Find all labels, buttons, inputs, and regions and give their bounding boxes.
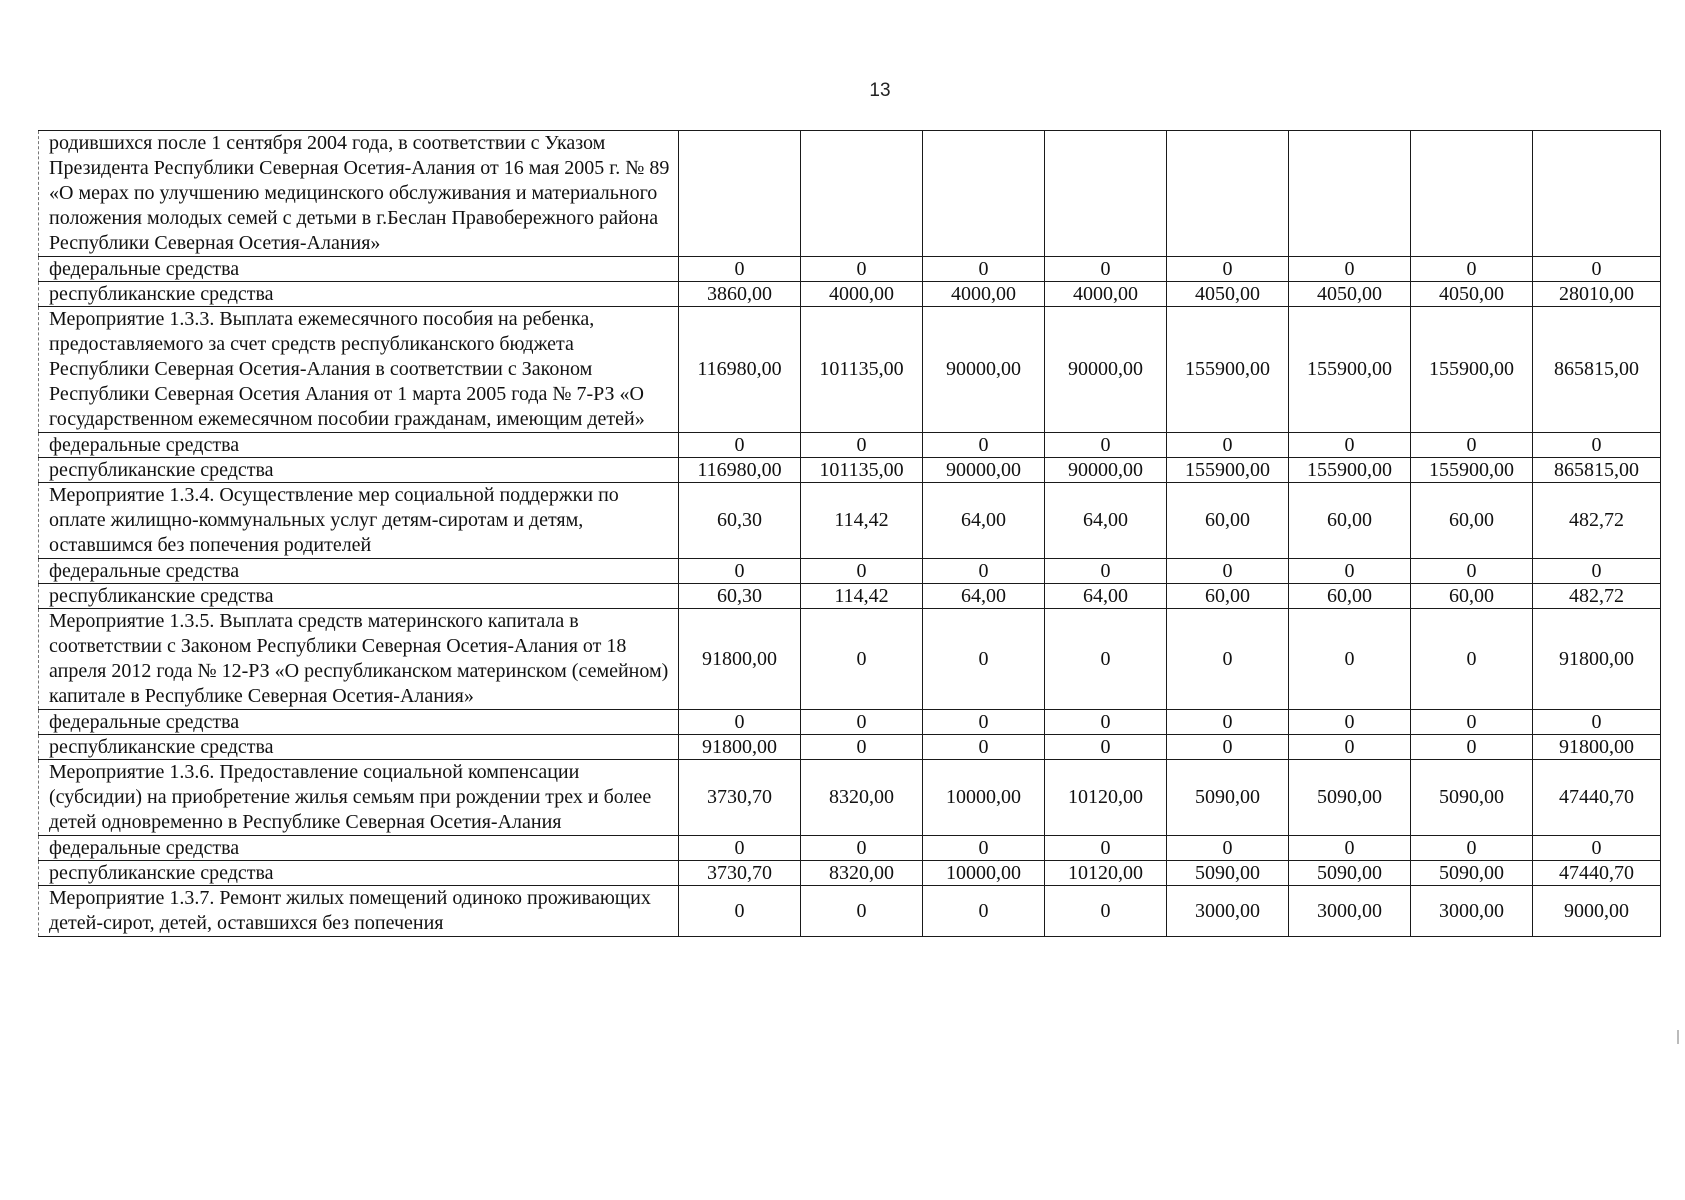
total-value-cell: 865815,00 <box>1533 458 1661 483</box>
funding-source-row <box>39 584 1661 609</box>
year-value-cell: 0 <box>1289 433 1411 458</box>
scan-edge-mark <box>1677 1030 1679 1044</box>
total-value-cell: 0 <box>1533 559 1661 584</box>
total-value-cell: 865815,00 <box>1533 307 1661 433</box>
year-value-cell: 4050,00 <box>1167 282 1289 307</box>
year-value-cell: 0 <box>923 710 1045 735</box>
year-value-cell: 0 <box>801 559 923 584</box>
year-value-cell: 60,30 <box>679 584 801 609</box>
year-value-cell: 10000,00 <box>923 861 1045 886</box>
year-value-cell: 90000,00 <box>1045 458 1167 483</box>
year-value-cell: 4000,00 <box>1045 282 1167 307</box>
funding-source-cell: республиканские средства <box>39 584 679 609</box>
year-value-cell: 5090,00 <box>1411 861 1533 886</box>
funding-source-row <box>39 735 1661 760</box>
year-value-cell: 114,42 <box>801 483 923 559</box>
year-value-cell: 0 <box>1045 609 1167 710</box>
year-value-cell: 10120,00 <box>1045 760 1167 836</box>
total-value-cell: 0 <box>1533 433 1661 458</box>
year-value-cell: 0 <box>923 886 1045 937</box>
year-value-cell: 0 <box>923 836 1045 861</box>
year-value-cell: 0 <box>1411 559 1533 584</box>
year-value-cell: 114,42 <box>801 584 923 609</box>
year-value-cell: 0 <box>1411 710 1533 735</box>
activity-description-cell: Мероприятие 1.3.5. Выплата средств материнского капитала в соответствии с Законом Республики Северная Осетия-Алания от 18 апреля 2012 года № 12-РЗ «О республиканском материнском (семейном) капитале в Республике Северная Осетия-Алания» <box>39 609 679 710</box>
year-value-cell: 0 <box>1167 433 1289 458</box>
year-value-cell: 0 <box>1411 257 1533 282</box>
year-value-cell: 91800,00 <box>679 609 801 710</box>
funding-source-cell: республиканские средства <box>39 735 679 760</box>
year-value-cell: 155900,00 <box>1167 458 1289 483</box>
total-value-cell <box>1533 131 1661 257</box>
year-value-cell: 116980,00 <box>679 458 801 483</box>
activity-row <box>39 886 1661 937</box>
year-value-cell: 0 <box>1167 836 1289 861</box>
year-value-cell: 0 <box>1411 836 1533 861</box>
year-value-cell: 155900,00 <box>1411 307 1533 433</box>
activity-description-cell: Мероприятие 1.3.7. Ремонт жилых помещений одиноко проживающих детей-сирот, детей, оставшихся без попечения <box>39 886 679 937</box>
activity-description-cell: Мероприятие 1.3.3. Выплата ежемесячного пособия на ребенка, предоставляемого за счет средств республиканского бюджета Республики Северная Осетия-Алания в соответствии с Законом Республики Северная Осетия Алания от 1 марта 2005 года № 7-РЗ «О государственном ежемесячном пособии гражданам, имеющим детей» <box>39 307 679 433</box>
year-value-cell: 0 <box>923 609 1045 710</box>
year-value-cell <box>1167 131 1289 257</box>
year-value-cell: 64,00 <box>1045 584 1167 609</box>
year-value-cell: 60,00 <box>1289 584 1411 609</box>
total-value-cell: 482,72 <box>1533 483 1661 559</box>
year-value-cell: 0 <box>1045 735 1167 760</box>
activity-description-cell: Мероприятие 1.3.4. Осуществление мер социальной поддержки по оплате жилищно-коммунальных услуг детям-сиротам и детям, оставшимся без попечения родителей <box>39 483 679 559</box>
activity-description-cell: родившихся после 1 сентября 2004 года, в соответствии с Указом Президента Республики Северная Осетия-Алания от 16 мая 2005 г. № 89 «О мерах по улучшению медицинского обслуживания и материального положения молодых семей с детьми в г.Беслан Правобережного района Республики Северная Осетия-Алания» <box>39 131 679 257</box>
table-body <box>39 131 1661 937</box>
funding-source-row <box>39 257 1661 282</box>
year-value-cell: 90000,00 <box>1045 307 1167 433</box>
year-value-cell: 90000,00 <box>923 458 1045 483</box>
year-value-cell: 116980,00 <box>679 307 801 433</box>
year-value-cell: 3860,00 <box>679 282 801 307</box>
activity-row <box>39 307 1661 433</box>
total-value-cell: 0 <box>1533 257 1661 282</box>
year-value-cell: 5090,00 <box>1411 760 1533 836</box>
funding-source-row <box>39 433 1661 458</box>
year-value-cell: 155900,00 <box>1167 307 1289 433</box>
year-value-cell: 5090,00 <box>1167 861 1289 886</box>
year-value-cell: 0 <box>1411 609 1533 710</box>
activity-description-cell: Мероприятие 1.3.6. Предоставление социальной компенсации (субсидии) на приобретение жилья семьям при рождении трех и более детей одновременно в Республике Северная Осетия-Алания <box>39 760 679 836</box>
year-value-cell: 60,00 <box>1289 483 1411 559</box>
year-value-cell: 3000,00 <box>1289 886 1411 937</box>
year-value-cell: 0 <box>801 433 923 458</box>
year-value-cell: 5090,00 <box>1167 760 1289 836</box>
funding-source-cell: республиканские средства <box>39 861 679 886</box>
year-value-cell: 10120,00 <box>1045 861 1167 886</box>
year-value-cell: 0 <box>679 559 801 584</box>
year-value-cell: 0 <box>1045 836 1167 861</box>
page-number: 13 <box>869 80 891 101</box>
year-value-cell: 0 <box>679 433 801 458</box>
total-value-cell: 91800,00 <box>1533 609 1661 710</box>
year-value-cell: 0 <box>1167 257 1289 282</box>
funding-source-cell: федеральные средства <box>39 559 679 584</box>
year-value-cell: 3730,70 <box>679 861 801 886</box>
year-value-cell <box>1289 131 1411 257</box>
year-value-cell: 64,00 <box>923 483 1045 559</box>
year-value-cell: 0 <box>1289 836 1411 861</box>
activity-row <box>39 131 1661 257</box>
year-value-cell: 0 <box>679 836 801 861</box>
funding-source-row <box>39 458 1661 483</box>
year-value-cell: 0 <box>923 735 1045 760</box>
year-value-cell: 0 <box>923 257 1045 282</box>
year-value-cell: 0 <box>1289 609 1411 710</box>
year-value-cell: 0 <box>923 559 1045 584</box>
program-funding-table-container <box>38 130 1660 937</box>
funding-source-row <box>39 282 1661 307</box>
total-value-cell: 482,72 <box>1533 584 1661 609</box>
total-value-cell: 0 <box>1533 710 1661 735</box>
year-value-cell: 3000,00 <box>1411 886 1533 937</box>
year-value-cell: 0 <box>1167 559 1289 584</box>
year-value-cell: 101135,00 <box>801 307 923 433</box>
year-value-cell: 0 <box>801 735 923 760</box>
funding-source-row <box>39 861 1661 886</box>
funding-source-cell: республиканские средства <box>39 458 679 483</box>
year-value-cell: 0 <box>679 257 801 282</box>
funding-source-cell: федеральные средства <box>39 433 679 458</box>
year-value-cell: 5090,00 <box>1289 861 1411 886</box>
year-value-cell <box>801 131 923 257</box>
year-value-cell <box>1411 131 1533 257</box>
activity-row <box>39 483 1661 559</box>
year-value-cell: 60,00 <box>1411 584 1533 609</box>
total-value-cell: 9000,00 <box>1533 886 1661 937</box>
year-value-cell: 8320,00 <box>801 760 923 836</box>
year-value-cell: 0 <box>1167 609 1289 710</box>
year-value-cell: 10000,00 <box>923 760 1045 836</box>
total-value-cell: 0 <box>1533 836 1661 861</box>
year-value-cell: 0 <box>1045 559 1167 584</box>
year-value-cell: 0 <box>1289 710 1411 735</box>
year-value-cell: 0 <box>1289 559 1411 584</box>
funding-source-row <box>39 559 1661 584</box>
year-value-cell: 8320,00 <box>801 861 923 886</box>
activity-row <box>39 760 1661 836</box>
year-value-cell: 91800,00 <box>679 735 801 760</box>
year-value-cell: 60,00 <box>1411 483 1533 559</box>
year-value-cell: 3730,70 <box>679 760 801 836</box>
year-value-cell: 60,30 <box>679 483 801 559</box>
total-value-cell: 47440,70 <box>1533 861 1661 886</box>
year-value-cell <box>923 131 1045 257</box>
year-value-cell: 5090,00 <box>1289 760 1411 836</box>
total-value-cell: 28010,00 <box>1533 282 1661 307</box>
year-value-cell: 0 <box>1167 735 1289 760</box>
year-value-cell: 60,00 <box>1167 483 1289 559</box>
year-value-cell: 0 <box>923 433 1045 458</box>
funding-source-row <box>39 836 1661 861</box>
year-value-cell: 101135,00 <box>801 458 923 483</box>
year-value-cell: 4000,00 <box>923 282 1045 307</box>
funding-source-cell: федеральные средства <box>39 710 679 735</box>
year-value-cell: 3000,00 <box>1167 886 1289 937</box>
year-value-cell: 0 <box>1411 735 1533 760</box>
funding-source-cell: федеральные средства <box>39 836 679 861</box>
year-value-cell: 0 <box>801 257 923 282</box>
year-value-cell: 0 <box>801 836 923 861</box>
total-value-cell: 91800,00 <box>1533 735 1661 760</box>
year-value-cell: 4050,00 <box>1411 282 1533 307</box>
year-value-cell: 0 <box>1289 257 1411 282</box>
funding-source-cell: федеральные средства <box>39 257 679 282</box>
year-value-cell <box>1045 131 1167 257</box>
year-value-cell: 0 <box>801 710 923 735</box>
year-value-cell: 0 <box>1289 735 1411 760</box>
year-value-cell: 155900,00 <box>1411 458 1533 483</box>
year-value-cell: 0 <box>1045 433 1167 458</box>
year-value-cell: 155900,00 <box>1289 307 1411 433</box>
year-value-cell: 0 <box>1045 886 1167 937</box>
funding-source-cell: республиканские средства <box>39 282 679 307</box>
activity-row <box>39 609 1661 710</box>
year-value-cell: 64,00 <box>1045 483 1167 559</box>
year-value-cell: 0 <box>679 710 801 735</box>
year-value-cell: 64,00 <box>923 584 1045 609</box>
year-value-cell: 0 <box>1167 710 1289 735</box>
year-value-cell: 0 <box>801 886 923 937</box>
year-value-cell: 0 <box>679 886 801 937</box>
year-value-cell: 0 <box>1045 257 1167 282</box>
year-value-cell: 4050,00 <box>1289 282 1411 307</box>
year-value-cell: 0 <box>801 609 923 710</box>
year-value-cell: 0 <box>1411 433 1533 458</box>
total-value-cell: 47440,70 <box>1533 760 1661 836</box>
year-value-cell: 155900,00 <box>1289 458 1411 483</box>
year-value-cell: 0 <box>1045 710 1167 735</box>
year-value-cell: 4000,00 <box>801 282 923 307</box>
year-value-cell <box>679 131 801 257</box>
funding-source-row <box>39 710 1661 735</box>
program-funding-table <box>38 130 1661 937</box>
year-value-cell: 60,00 <box>1167 584 1289 609</box>
year-value-cell: 90000,00 <box>923 307 1045 433</box>
